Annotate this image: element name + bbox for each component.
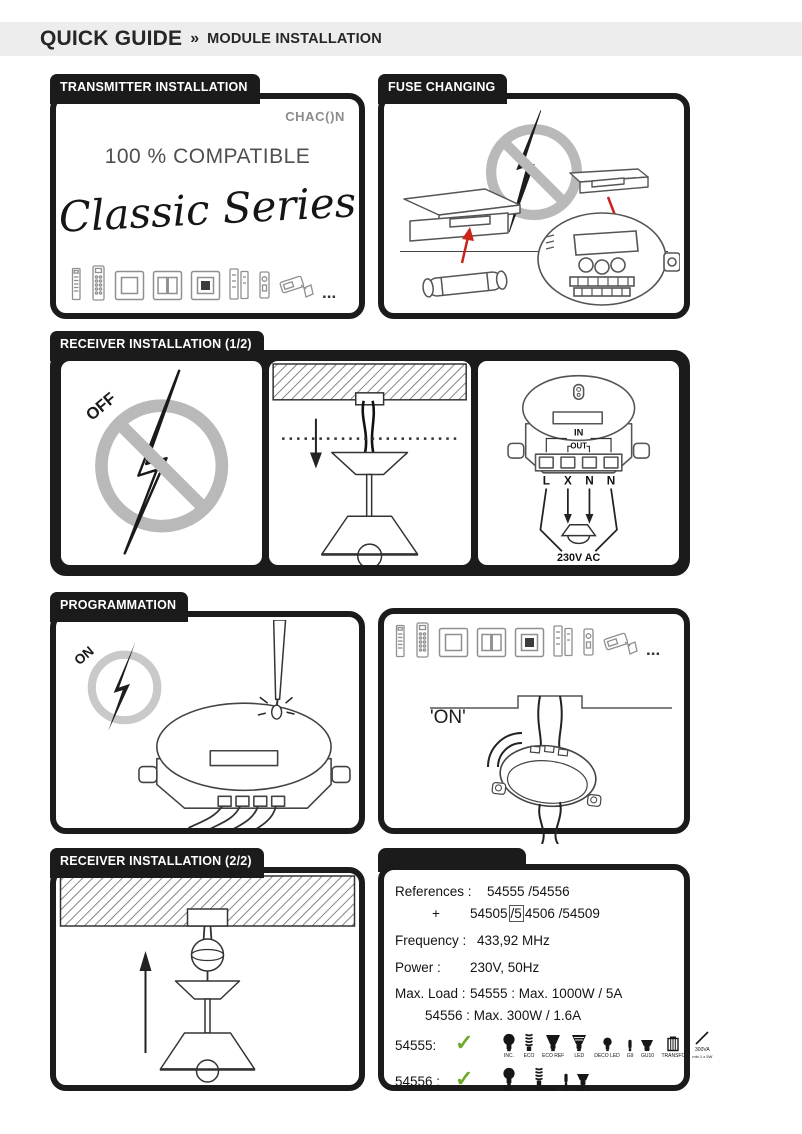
remote-duo-icon (228, 267, 251, 301)
voltage-label: 230V AC (556, 552, 600, 565)
panel-specifications (378, 848, 713, 1093)
transmitter-device-row (69, 265, 353, 301)
bulb-type-label: LED (574, 1053, 585, 1059)
more-devices-ellipsis: ... (322, 283, 337, 302)
maxload-value-2: 54556 : Max. 300W / 1.6A (425, 1008, 582, 1023)
bulb-type-label: G9 (562, 1087, 570, 1093)
bulb-type-label: DECO LED (594, 1053, 620, 1059)
page-header (0, 22, 802, 56)
references-label: References : (395, 884, 472, 899)
panel-body (378, 93, 690, 319)
remove-lamp-diagram (269, 361, 470, 565)
wall-switch-double-icon (152, 270, 183, 301)
device-icon-list (69, 265, 315, 301)
page-subtitle: MODULE INSTALLATION (207, 31, 382, 47)
hanging-module-diagram (420, 692, 682, 844)
remote-keypad-icon (90, 265, 107, 301)
remote-mini-icon (258, 270, 271, 301)
terminal-n1: N (584, 474, 594, 488)
panel-programmation-transmitters (378, 592, 690, 834)
wall-switch-single-icon (438, 627, 469, 658)
panel-transmitter-installation (50, 74, 365, 319)
on-signal-label: 'ON' (430, 707, 466, 728)
page-title: QUICK GUIDE (40, 27, 183, 50)
bulb-icon-list (502, 1066, 682, 1093)
tab-label: RECEIVER INSTALLATION (1/2) (60, 336, 252, 351)
ref2-post: 4506 /54509 (524, 906, 600, 921)
step-power-off (61, 361, 262, 565)
led-bulb-icon (571, 1034, 587, 1059)
maxload-label: Max. Load : (395, 986, 466, 1001)
bulb-type-label: GU10 (576, 1087, 590, 1093)
tab-label: TRANSMITTER INSTALLATION (60, 79, 248, 94)
bulb-type-label: ECO DIMMER (523, 1087, 556, 1093)
programmation-device-row (393, 622, 678, 658)
tab-receiver-installation-2 (50, 848, 264, 878)
bulb-type-sublabel: min 1 x 5W (692, 1054, 713, 1059)
wall-switch-single-icon (114, 270, 145, 301)
frequency-label: Frequency : (395, 933, 467, 948)
check-icon: ✓ (455, 1030, 474, 1055)
bulb-type-label: ECO (523, 1053, 535, 1059)
gu10-bulb-icon (576, 1073, 590, 1093)
reinstall-lamp-diagram (56, 873, 359, 1085)
bulb-type-label: G9 (626, 1053, 634, 1059)
module-programming-diagram (122, 620, 357, 828)
cfl-bulb-icon (523, 1032, 535, 1059)
more-devices-ellipsis: ... (646, 640, 661, 659)
power-value: 230V, 50Hz (470, 960, 540, 975)
tab-receiver-installation-1 (50, 331, 264, 361)
panel-body (50, 93, 365, 319)
reflector-bulb-icon (542, 1034, 564, 1059)
remote-slim-icon (393, 624, 407, 658)
in-label: IN (573, 427, 583, 438)
incandescent-bulb-icon (502, 1033, 516, 1059)
off-label: OFF (82, 389, 120, 425)
capsule-bulb-icon (627, 1039, 634, 1059)
tab-programmation (50, 592, 188, 622)
wall-switch-inset-icon (190, 270, 221, 301)
references-value-2 (470, 906, 600, 921)
power-off-icon (61, 361, 262, 565)
tab-label: FUSE CHANGING (388, 79, 496, 94)
compat-row-54555 (384, 1030, 713, 1070)
chacon-logo: CHAC()N (285, 109, 345, 124)
wall-switch-double-icon (476, 627, 507, 658)
doorbell-transmitter-icon (278, 270, 315, 301)
bulb-type-label: TRANSFO (661, 1053, 686, 1059)
compat-ref-label: 54556 : (395, 1074, 441, 1089)
bulb-type-label: GU10 (640, 1053, 654, 1059)
compat-ref-label: 54555: (395, 1038, 437, 1053)
remote-slim-icon (69, 267, 83, 301)
step-wiring (478, 361, 679, 565)
step-remove-lamp (269, 361, 470, 565)
ref2-pre: 54505 (470, 906, 508, 921)
terminal-x: X (563, 474, 572, 488)
panel-body (50, 867, 365, 1091)
slash-icon (692, 1030, 712, 1059)
tab-fuse-changing (378, 74, 507, 104)
tab-transmitter-installation (50, 74, 260, 104)
terminal-l: L (542, 474, 550, 488)
wiring-diagram (478, 361, 679, 565)
capsule-bulb-icon (563, 1073, 570, 1093)
panel-body (50, 611, 365, 834)
wall-switch-inset-icon (514, 627, 545, 658)
incandescent-bulb-icon (502, 1067, 516, 1093)
compatible-text: 100 % COMPATIBLE (104, 145, 311, 168)
doorbell-transmitter-icon (602, 627, 639, 658)
remote-mini-icon (582, 627, 595, 658)
panel-programmation (50, 592, 365, 834)
remote-duo-icon (552, 624, 575, 658)
tab-label: RECEIVER INSTALLATION (2/2) (60, 853, 252, 868)
on-label: ON (71, 643, 97, 668)
check-icon: ✓ (455, 1066, 474, 1091)
tab-label: PROGRAMMATION (60, 597, 177, 612)
references-value: 54555 /54556 (487, 884, 570, 899)
panel-body (378, 608, 690, 834)
power-label: Power : (395, 960, 441, 975)
remote-keypad-icon (414, 622, 431, 658)
terminal-n2: N (606, 474, 615, 488)
cfl-bulb-icon (523, 1066, 556, 1093)
bulb-type-label: INC. (504, 1087, 514, 1093)
transformer-icon (661, 1036, 685, 1059)
panel-fuse-changing (378, 74, 690, 319)
panel-receiver-installation-1 (50, 331, 690, 576)
panel-body (50, 350, 690, 576)
frequency-value: 433,92 MHz (477, 933, 550, 948)
bulb-type-label: INC. (504, 1053, 514, 1059)
compat-row-54556 (384, 1066, 682, 1106)
panel-body (378, 864, 713, 1093)
fuse-holder-diagram (390, 175, 540, 307)
device-icon-list (393, 622, 639, 658)
maxload-value-1: 54555 : Max. 1000W / 5A (470, 986, 623, 1001)
bulb-type-label: ECO REF (542, 1053, 565, 1059)
references-plus: + (432, 906, 440, 921)
panel-receiver-installation-2 (50, 848, 365, 1091)
ref2-boxed: /5 (510, 906, 522, 921)
bulb-icon-list (502, 1030, 713, 1059)
bulb-type-label: 300VA (695, 1047, 710, 1053)
module-fuse-diagram (520, 167, 680, 309)
out-label: OUT (570, 441, 587, 451)
gu10-bulb-icon (640, 1039, 654, 1059)
classic-series-logo: Classic Series (57, 177, 358, 242)
header-separator: » (190, 30, 200, 47)
deco-led-bulb-icon (594, 1037, 620, 1059)
